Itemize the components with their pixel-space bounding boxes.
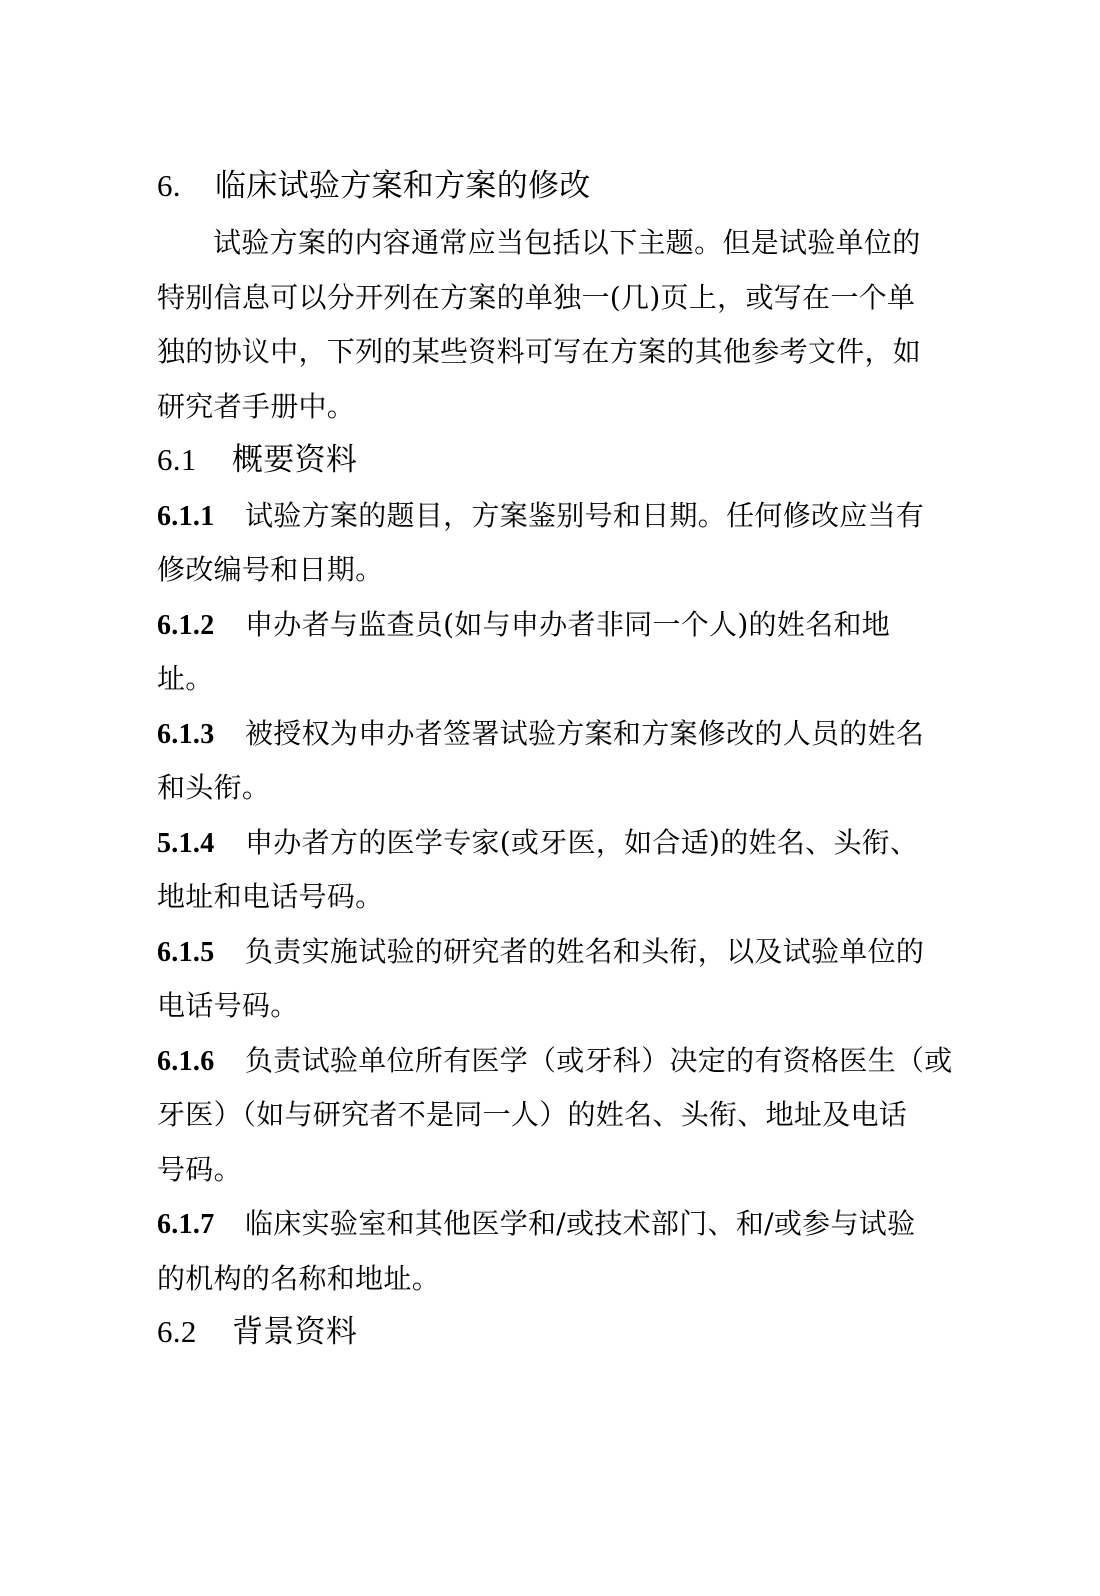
item-continuation: 地址和电话号码。 [157, 880, 384, 913]
item-text: 被授权为申办者签署试验方案和方案修改的人员的姓名 [245, 717, 925, 750]
section-title: 临床试验方案和方案的修改 [215, 168, 591, 204]
item-continuation: 的机构的名称和地址。 [157, 1262, 441, 1295]
section-heading [157, 168, 591, 204]
subsection-title: 背景资料 [232, 1314, 358, 1350]
item-text: 临床实验室和其他医学和/或技术部门、和/或参与试验 [245, 1207, 916, 1240]
item-line [157, 1206, 915, 1243]
item-number: 6.1.2 [157, 610, 215, 641]
item-line [157, 1043, 953, 1080]
intro-line: 独的协议中，下列的某些资料可写在方案的其他参考文件，如 [157, 335, 922, 368]
item-text: 试验方案的题目，方案鉴别号和日期。任何修改应当有 [245, 499, 925, 532]
item-number: 6.1.5 [157, 937, 215, 968]
item-text: 申办者方的医学专家(或牙医，如合适)的姓名、头衔、 [245, 826, 919, 859]
item-text: 申办者与监查员(如与申办者非同一个人)的姓名和地 [245, 608, 891, 641]
item-continuation: 牙医）（如与研究者不是同一人）的姓名、头衔、地址及电话 [157, 1098, 908, 1131]
subsection-heading [157, 442, 357, 478]
item-continuation: 修改编号和日期。 [157, 553, 384, 586]
item-continuation: 电话号码。 [157, 989, 299, 1022]
item-number: 6.1.6 [157, 1046, 215, 1077]
intro-line: 研究者手册中。 [157, 390, 356, 423]
item-line [157, 825, 918, 862]
subsection-number: 6.2 [157, 1314, 197, 1349]
subsection-heading [157, 1314, 357, 1350]
subsection-number: 6.1 [157, 442, 197, 477]
item-number: 6.1.1 [157, 501, 215, 532]
subsection-title: 概要资料 [232, 442, 358, 478]
item-continuation: 和头衔。 [157, 771, 271, 804]
item-line [157, 607, 890, 644]
item-line [157, 498, 924, 535]
item-text: 负责试验单位所有医学（或牙科）决定的有资格医生（或 [245, 1044, 953, 1077]
item-line [157, 716, 924, 753]
item-continuation: 号码。 [157, 1153, 242, 1186]
item-line [157, 934, 924, 971]
section-number: 6. [157, 168, 181, 203]
item-text: 负责实施试验的研究者的姓名和头衔，以及试验单位的 [245, 935, 925, 968]
item-number: 6.1.3 [157, 719, 215, 750]
item-number: 5.1.4 [157, 828, 215, 859]
intro-line: 试验方案的内容通常应当包括以下主题。但是试验单位的 [213, 226, 921, 259]
item-number: 6.1.7 [157, 1209, 215, 1240]
intro-line: 特别信息可以分开列在方案的单独一(几)页上，或写在一个单 [157, 281, 916, 314]
item-continuation: 址。 [157, 662, 214, 695]
